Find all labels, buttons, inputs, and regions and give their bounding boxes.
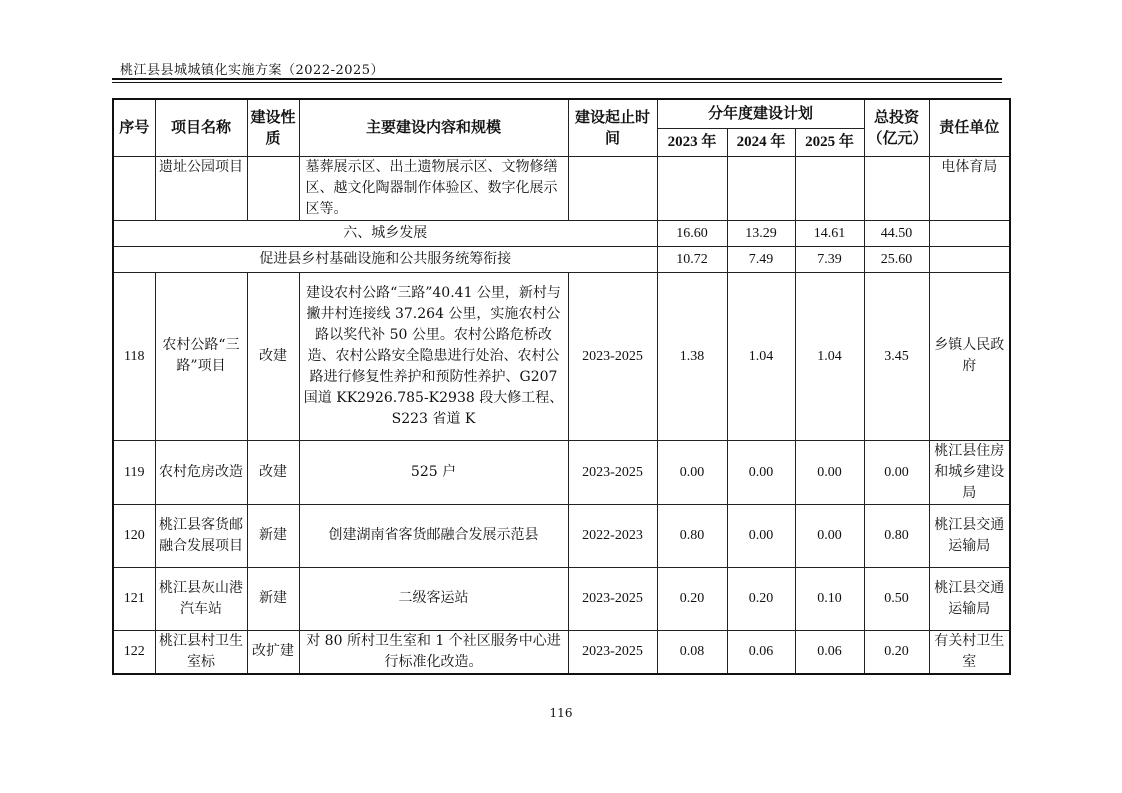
- subsection-unit: [929, 246, 1010, 272]
- row-unit: 桃江县交通运输局: [929, 504, 1010, 567]
- row-seq: 119: [113, 440, 155, 504]
- subsection-total: 25.60: [864, 246, 929, 272]
- row-seq: 120: [113, 504, 155, 567]
- row-2023: 0.00: [657, 440, 727, 504]
- subsection-2025: 7.39: [795, 246, 864, 272]
- row-period: 2022-2023: [568, 504, 657, 567]
- row-nature: 改建: [247, 440, 299, 504]
- header-content: 主要建设内容和规模: [299, 99, 568, 156]
- row-nature: 改建: [247, 272, 299, 440]
- section-total: 44.50: [864, 220, 929, 246]
- table-row: [113, 567, 1010, 630]
- row-name: 桃江县灰山港汽车站: [155, 567, 247, 630]
- section-2025: 14.61: [795, 220, 864, 246]
- row-unit: 桃江县住房和城乡建设局: [929, 440, 1010, 504]
- row-name: 农村危房改造: [155, 440, 247, 504]
- row-2024: 0.00: [727, 504, 795, 567]
- row-seq: 121: [113, 567, 155, 630]
- row-2025: 0.00: [795, 504, 864, 567]
- section-2024: 13.29: [727, 220, 795, 246]
- row-2023: 1.38: [657, 272, 727, 440]
- table-row-continued: [113, 156, 1010, 220]
- subsection-2023: 10.72: [657, 246, 727, 272]
- row-total: 0.20: [864, 630, 929, 674]
- row-2024: 0.20: [727, 567, 795, 630]
- header-period: 建设起止时间: [568, 99, 657, 156]
- row-nature: 改扩建: [247, 630, 299, 674]
- cell-period: [568, 156, 657, 220]
- row-name: 桃江县客货邮融合发展项目: [155, 504, 247, 567]
- row-seq: 118: [113, 272, 155, 440]
- header-nature: 建设性质: [247, 99, 299, 156]
- subsection-2024: 7.49: [727, 246, 795, 272]
- section-label: 六、城乡发展: [113, 220, 657, 246]
- page-number: 116: [549, 706, 573, 720]
- row-2025: 1.04: [795, 272, 864, 440]
- row-period: 2023-2025: [568, 567, 657, 630]
- header-year-2023: 2023 年: [657, 128, 727, 156]
- row-2025: 0.10: [795, 567, 864, 630]
- row-content: 创建湖南省客货邮融合发展示范县: [299, 504, 568, 567]
- row-2024: 0.00: [727, 440, 795, 504]
- header-unit: 责任单位: [929, 99, 1010, 156]
- section-2023: 16.60: [657, 220, 727, 246]
- row-total: 0.80: [864, 504, 929, 567]
- row-unit: 桃江县交通运输局: [929, 567, 1010, 630]
- subsection-label: 促进县乡村基础设施和公共服务统筹衔接: [113, 246, 657, 272]
- row-2024: 1.04: [727, 272, 795, 440]
- row-period: 2023-2025: [568, 630, 657, 674]
- row-2024: 0.06: [727, 630, 795, 674]
- cell-name: 遗址公园项目: [155, 156, 247, 220]
- header-name: 项目名称: [155, 99, 247, 156]
- row-nature: 新建: [247, 567, 299, 630]
- cell-2025: [795, 156, 864, 220]
- row-content: 建设农村公路“三路”40.41 公里，新村与撇井村连接线 37.264 公里，实施农村公路以奖代补 50 公里。农村公路危桥改造、农村公路安全隐患进行处治、农村公路进行修复性养护和预防性养护、G207 国道 KK2926.785-K2938 段大修工程、S223 省道 K: [299, 272, 568, 440]
- table-row: [113, 440, 1010, 504]
- row-total: 0.50: [864, 567, 929, 630]
- header-rule-thick: [112, 78, 1002, 80]
- cell-seq: [113, 156, 155, 220]
- table-row: [113, 630, 1010, 674]
- cell-unit: 电体育局: [929, 156, 1010, 220]
- row-unit: 有关村卫生室: [929, 630, 1010, 674]
- project-table: [112, 98, 1011, 675]
- row-name: 农村公路“三路”项目: [155, 272, 247, 440]
- row-name: 桃江县村卫生室标: [155, 630, 247, 674]
- row-total: 0.00: [864, 440, 929, 504]
- cell-2024: [727, 156, 795, 220]
- row-2023: 0.20: [657, 567, 727, 630]
- header-total: 总投资（亿元）: [864, 99, 929, 156]
- section-row: [113, 220, 1010, 246]
- row-content: 对 80 所村卫生室和 1 个社区服务中心进行标准化改造。: [299, 630, 568, 674]
- header-seq: 序号: [113, 99, 155, 156]
- row-content: 525 户: [299, 440, 568, 504]
- row-period: 2023-2025: [568, 272, 657, 440]
- row-content: 二级客运站: [299, 567, 568, 630]
- section-unit: [929, 220, 1010, 246]
- table-row: [113, 504, 1010, 567]
- table-row: [113, 272, 1010, 440]
- row-seq: 122: [113, 630, 155, 674]
- cell-content: 墓葬展示区、出土遗物展示区、文物修缮区、越文化陶器制作体验区、数字化展示区等。: [299, 156, 568, 220]
- cell-total: [864, 156, 929, 220]
- subsection-row: [113, 246, 1010, 272]
- header-rule-thin: [112, 82, 1002, 83]
- header-year-2024: 2024 年: [727, 128, 795, 156]
- row-2025: 0.06: [795, 630, 864, 674]
- document-header-title: 桃江县县城城镇化实施方案（2022-2025）: [120, 63, 385, 78]
- row-total: 3.45: [864, 272, 929, 440]
- header-year-2025: 2025 年: [795, 128, 864, 156]
- row-period: 2023-2025: [568, 440, 657, 504]
- row-nature: 新建: [247, 504, 299, 567]
- cell-nature: [247, 156, 299, 220]
- row-unit: 乡镇人民政府: [929, 272, 1010, 440]
- row-2025: 0.00: [795, 440, 864, 504]
- header-annual-plan: 分年度建设计划: [657, 99, 864, 128]
- cell-2023: [657, 156, 727, 220]
- row-2023: 0.80: [657, 504, 727, 567]
- row-2023: 0.08: [657, 630, 727, 674]
